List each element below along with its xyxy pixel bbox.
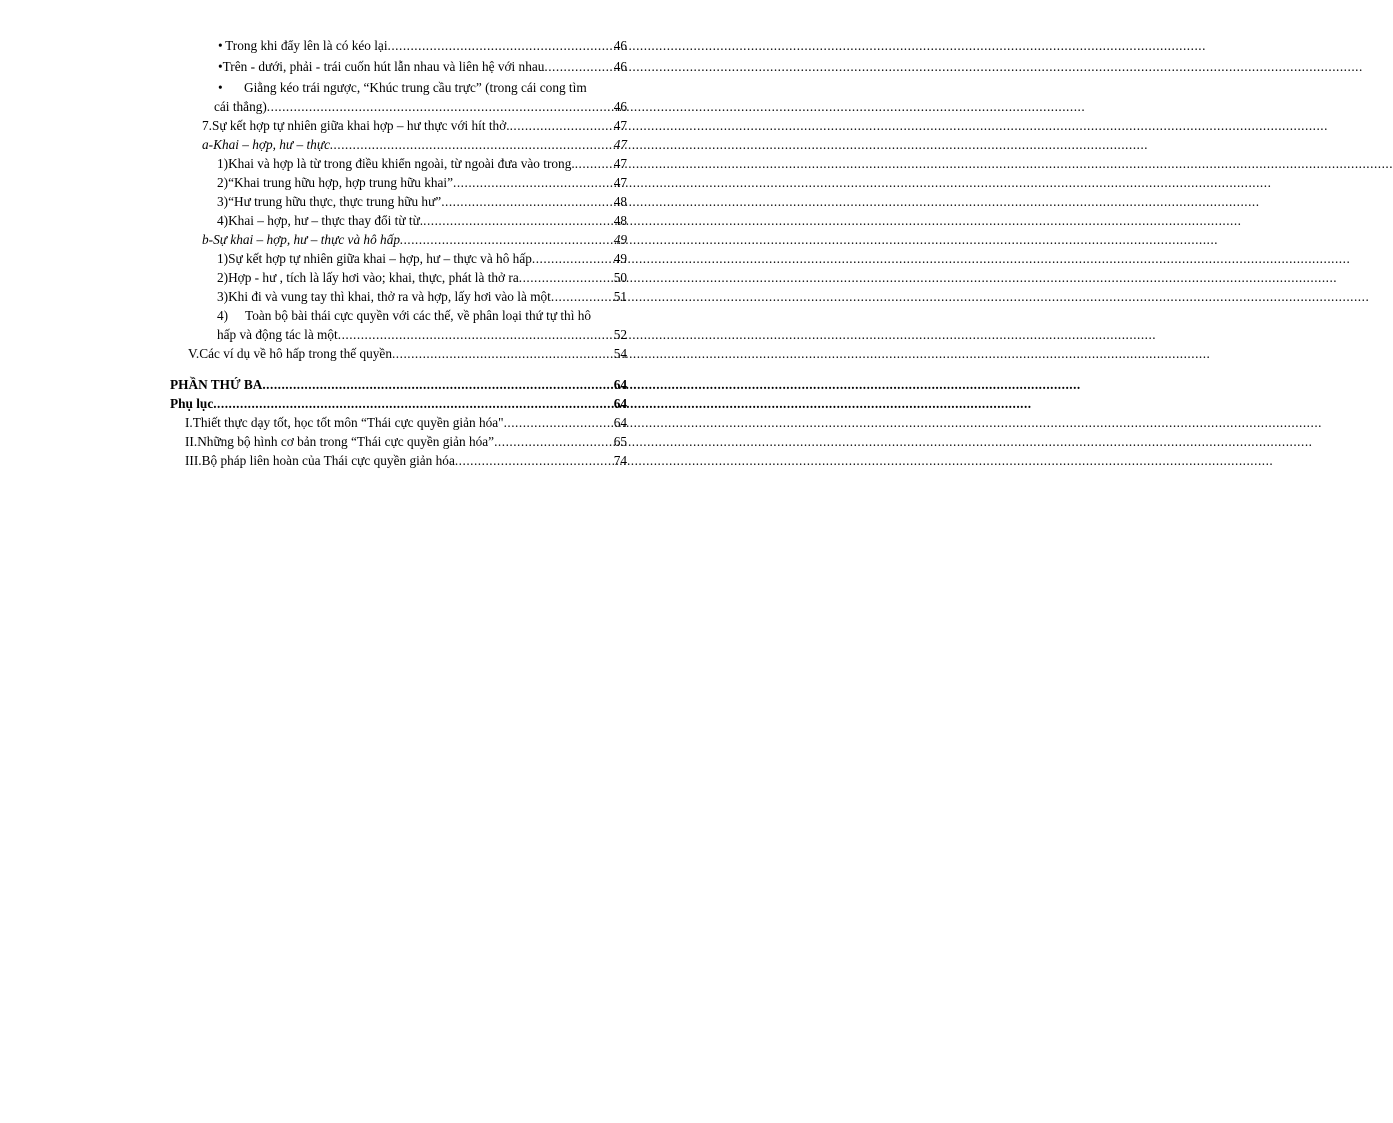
toc-page-number: 47 bbox=[613, 175, 627, 190]
toc-entry-continuation[interactable] bbox=[214, 97, 627, 116]
toc-entry[interactable] bbox=[217, 192, 627, 211]
toc-page-number: 48 bbox=[613, 194, 627, 209]
toc-entry-text: Hợp - hư , tích là lấy hơi vào; khai, thực, phát là thở ra bbox=[228, 270, 519, 285]
toc-entry[interactable] bbox=[185, 432, 627, 451]
toc-entry[interactable] bbox=[217, 173, 627, 192]
dot-leader bbox=[510, 116, 613, 135]
dot-leader bbox=[330, 135, 613, 154]
toc-page-number: 74 bbox=[613, 453, 627, 468]
toc-entry-number: 1) bbox=[217, 156, 229, 171]
dot-leader bbox=[400, 230, 613, 249]
toc-entry[interactable] bbox=[185, 413, 627, 432]
toc-page-number: 64 bbox=[613, 415, 627, 430]
toc-entry-text: Bộ pháp liên hoàn của Thái cực quyền giản hóa bbox=[201, 453, 455, 468]
toc-entry-text: “Hư trung hữu thực, thực trung hữu hư” bbox=[228, 194, 442, 209]
toc-page-number: 50 bbox=[613, 270, 627, 285]
dot-leader bbox=[532, 249, 613, 268]
toc-entry[interactable] bbox=[217, 287, 627, 306]
dot-leader bbox=[494, 432, 613, 451]
toc-entry-number: 1) bbox=[217, 251, 229, 266]
toc-page-number: 49 bbox=[613, 232, 627, 247]
toc-entry-number: III. bbox=[185, 453, 202, 468]
toc-section-a[interactable] bbox=[202, 135, 627, 154]
toc-section-b[interactable] bbox=[202, 230, 627, 249]
toc-page-number: 46 bbox=[613, 59, 627, 74]
toc-entry-text: Toàn bộ bài thái cực quyền với các thế, về phân loại thứ tự thì hô bbox=[245, 308, 592, 323]
toc-page-number: 64 bbox=[613, 377, 627, 392]
toc-entry-number: 2) bbox=[217, 175, 229, 190]
dot-leader bbox=[544, 57, 612, 76]
toc-entry-text: cái thẳng) bbox=[214, 99, 267, 114]
dot-leader bbox=[213, 394, 612, 413]
dot-leader bbox=[267, 97, 613, 116]
toc-entry[interactable] bbox=[188, 344, 627, 363]
dot-leader bbox=[441, 192, 613, 211]
toc-entry-number: 4) bbox=[217, 213, 229, 228]
toc-page-number: 46 bbox=[613, 99, 627, 114]
toc-entry-number: 3) bbox=[217, 289, 229, 304]
toc-entry-text: Trên - dưới, phải - trái cuốn hút lẫn nhau và liên hệ với nhau bbox=[222, 59, 545, 74]
dot-leader bbox=[519, 268, 613, 287]
toc-appendix[interactable] bbox=[170, 394, 627, 413]
toc-entry-text: Sự kết hợp tự nhiên giữa khai hợp – hư thực với hít thở. bbox=[211, 118, 510, 133]
toc-page-number: 52 bbox=[613, 327, 627, 342]
toc-entry[interactable] bbox=[217, 268, 627, 287]
toc-entry[interactable] bbox=[218, 57, 627, 76]
toc-entry-text: Sự khai – hợp, hư – thực và hô hấp bbox=[213, 232, 400, 247]
toc-entry-text: Khai và hợp là từ trong điều khiển ngoài, từ ngoài đưa vào trong. bbox=[228, 156, 575, 171]
toc-page-number: 47 bbox=[613, 118, 627, 133]
toc-entry-number: 2) bbox=[217, 270, 229, 285]
toc-entry-text: Trong khi đẩy lên là có kéo lại bbox=[225, 38, 388, 53]
dot-leader bbox=[262, 375, 612, 394]
toc-entry-text: Những bộ hình cơ bản trong “Thái cực quyền giản hóa” bbox=[197, 434, 495, 449]
toc-entry-number: V. bbox=[188, 346, 200, 361]
toc-entry-number: 4) bbox=[217, 308, 229, 323]
toc-entry-text: Thiết thực dạy tốt, học tốt môn “Thái cực quyền giản hóa" bbox=[192, 415, 504, 430]
toc-entry-text: hấp và động tác là một bbox=[217, 327, 338, 342]
dot-leader bbox=[455, 451, 613, 470]
toc-entry[interactable] bbox=[218, 36, 627, 55]
toc-page-number: 51 bbox=[613, 289, 627, 304]
toc-entry-text: “Khai trung hữu hợp, hợp trung hữu khai” bbox=[228, 175, 454, 190]
toc-page-number: 54 bbox=[613, 346, 627, 361]
toc-entry-number: 3) bbox=[217, 194, 229, 209]
bullet-icon: • bbox=[218, 59, 223, 74]
table-of-contents bbox=[0, 0, 816, 480]
dot-leader bbox=[575, 154, 613, 173]
toc-page-number: 47 bbox=[613, 156, 627, 171]
toc-entry-text: Khi đi và vung tay thì khai, thở ra và hợp, lấy hơi vào là một bbox=[228, 289, 551, 304]
toc-entry-text: Sự kết hợp tự nhiên giữa khai – hợp, hư – thực và hô hấp bbox=[228, 251, 532, 266]
toc-entry-text: Khai – hợp, hư – thực thay đổi từ từ. bbox=[228, 213, 424, 228]
toc-part-three[interactable] bbox=[170, 375, 627, 394]
toc-entry[interactable] bbox=[217, 154, 627, 173]
toc-entry-text: Các ví dụ về hô hấp trong thế quyền bbox=[199, 346, 392, 361]
bullet-icon: • bbox=[218, 80, 223, 95]
toc-entry[interactable] bbox=[218, 78, 627, 97]
toc-entry-text: PHẦN THỨ BA bbox=[170, 377, 263, 392]
toc-entry-number: a- bbox=[202, 137, 214, 152]
toc-entry[interactable] bbox=[202, 116, 627, 135]
toc-entry[interactable] bbox=[217, 249, 627, 268]
dot-leader bbox=[504, 413, 613, 432]
toc-entry-number: b- bbox=[202, 232, 214, 247]
toc-page-number: 49 bbox=[613, 251, 627, 266]
toc-entry-text: Giằng kéo trái ngược, “Khúc trung cầu trực” (trong cái cong tìm bbox=[244, 80, 587, 95]
toc-page-number: 48 bbox=[613, 213, 627, 228]
toc-page-number: 47 bbox=[613, 137, 627, 152]
toc-entry-number: 7. bbox=[202, 118, 212, 133]
toc-entry-number: I. bbox=[185, 415, 193, 430]
dot-leader bbox=[338, 325, 613, 344]
dot-leader bbox=[388, 36, 613, 55]
bullet-icon: • bbox=[218, 38, 223, 53]
toc-page-number: 65 bbox=[613, 434, 627, 449]
toc-entry[interactable] bbox=[185, 451, 627, 470]
dot-leader bbox=[392, 344, 613, 363]
dot-leader bbox=[423, 211, 613, 230]
toc-entry[interactable] bbox=[217, 306, 627, 325]
dot-leader bbox=[551, 287, 613, 306]
dot-leader bbox=[453, 173, 613, 192]
toc-page-number: 46 bbox=[613, 38, 627, 53]
toc-entry-continuation[interactable] bbox=[217, 325, 627, 344]
toc-entry-text: Khai – hợp, hư – thực bbox=[213, 137, 330, 152]
toc-entry[interactable] bbox=[217, 211, 627, 230]
toc-page-number: 64 bbox=[613, 396, 627, 411]
toc-entry-text: Phụ lục bbox=[170, 396, 214, 411]
toc-entry-number: II. bbox=[185, 434, 198, 449]
